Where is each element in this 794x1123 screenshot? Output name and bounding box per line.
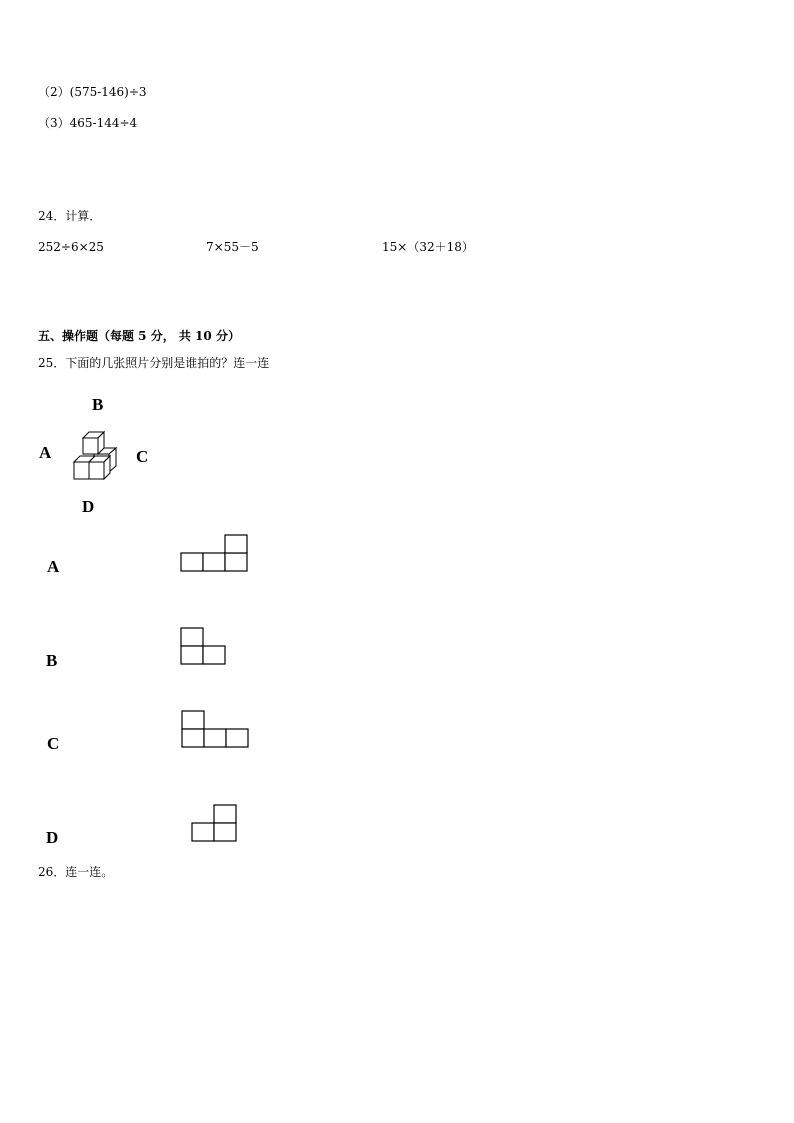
direction-label-bottom: D (82, 497, 95, 516)
option-label-d: D (46, 828, 59, 847)
option-label-b: B (46, 651, 58, 670)
q24-expression-1: 252÷6×25 (38, 240, 104, 254)
view-shape-b (181, 628, 231, 668)
view-shape-a (181, 535, 251, 575)
direction-label-right: C (136, 447, 149, 466)
view-shape-d (192, 805, 242, 845)
q26-title: 26．连一连。 (38, 865, 114, 879)
section-5-title: 五、操作题（每题 5 分， 共 10 分） (38, 329, 240, 343)
option-label-c: C (47, 734, 60, 753)
cube-arrangement-figure (70, 428, 130, 488)
q23-item-3: （3）465-144÷4 (38, 116, 138, 130)
direction-label-top: B (92, 395, 104, 414)
q24-title: 24．计算． (38, 209, 102, 223)
direction-label-left: A (39, 443, 52, 462)
q24-expression-2: 7×55－5 (206, 240, 259, 254)
option-label-a: A (47, 557, 60, 576)
q25-title: 25．下面的几张照片分别是谁拍的？连一连 (38, 356, 270, 370)
q23-item-2: （2）(575-146)÷3 (38, 85, 147, 99)
view-shape-c (182, 711, 254, 751)
q24-expression-3: 15×（32＋18） (382, 240, 474, 254)
